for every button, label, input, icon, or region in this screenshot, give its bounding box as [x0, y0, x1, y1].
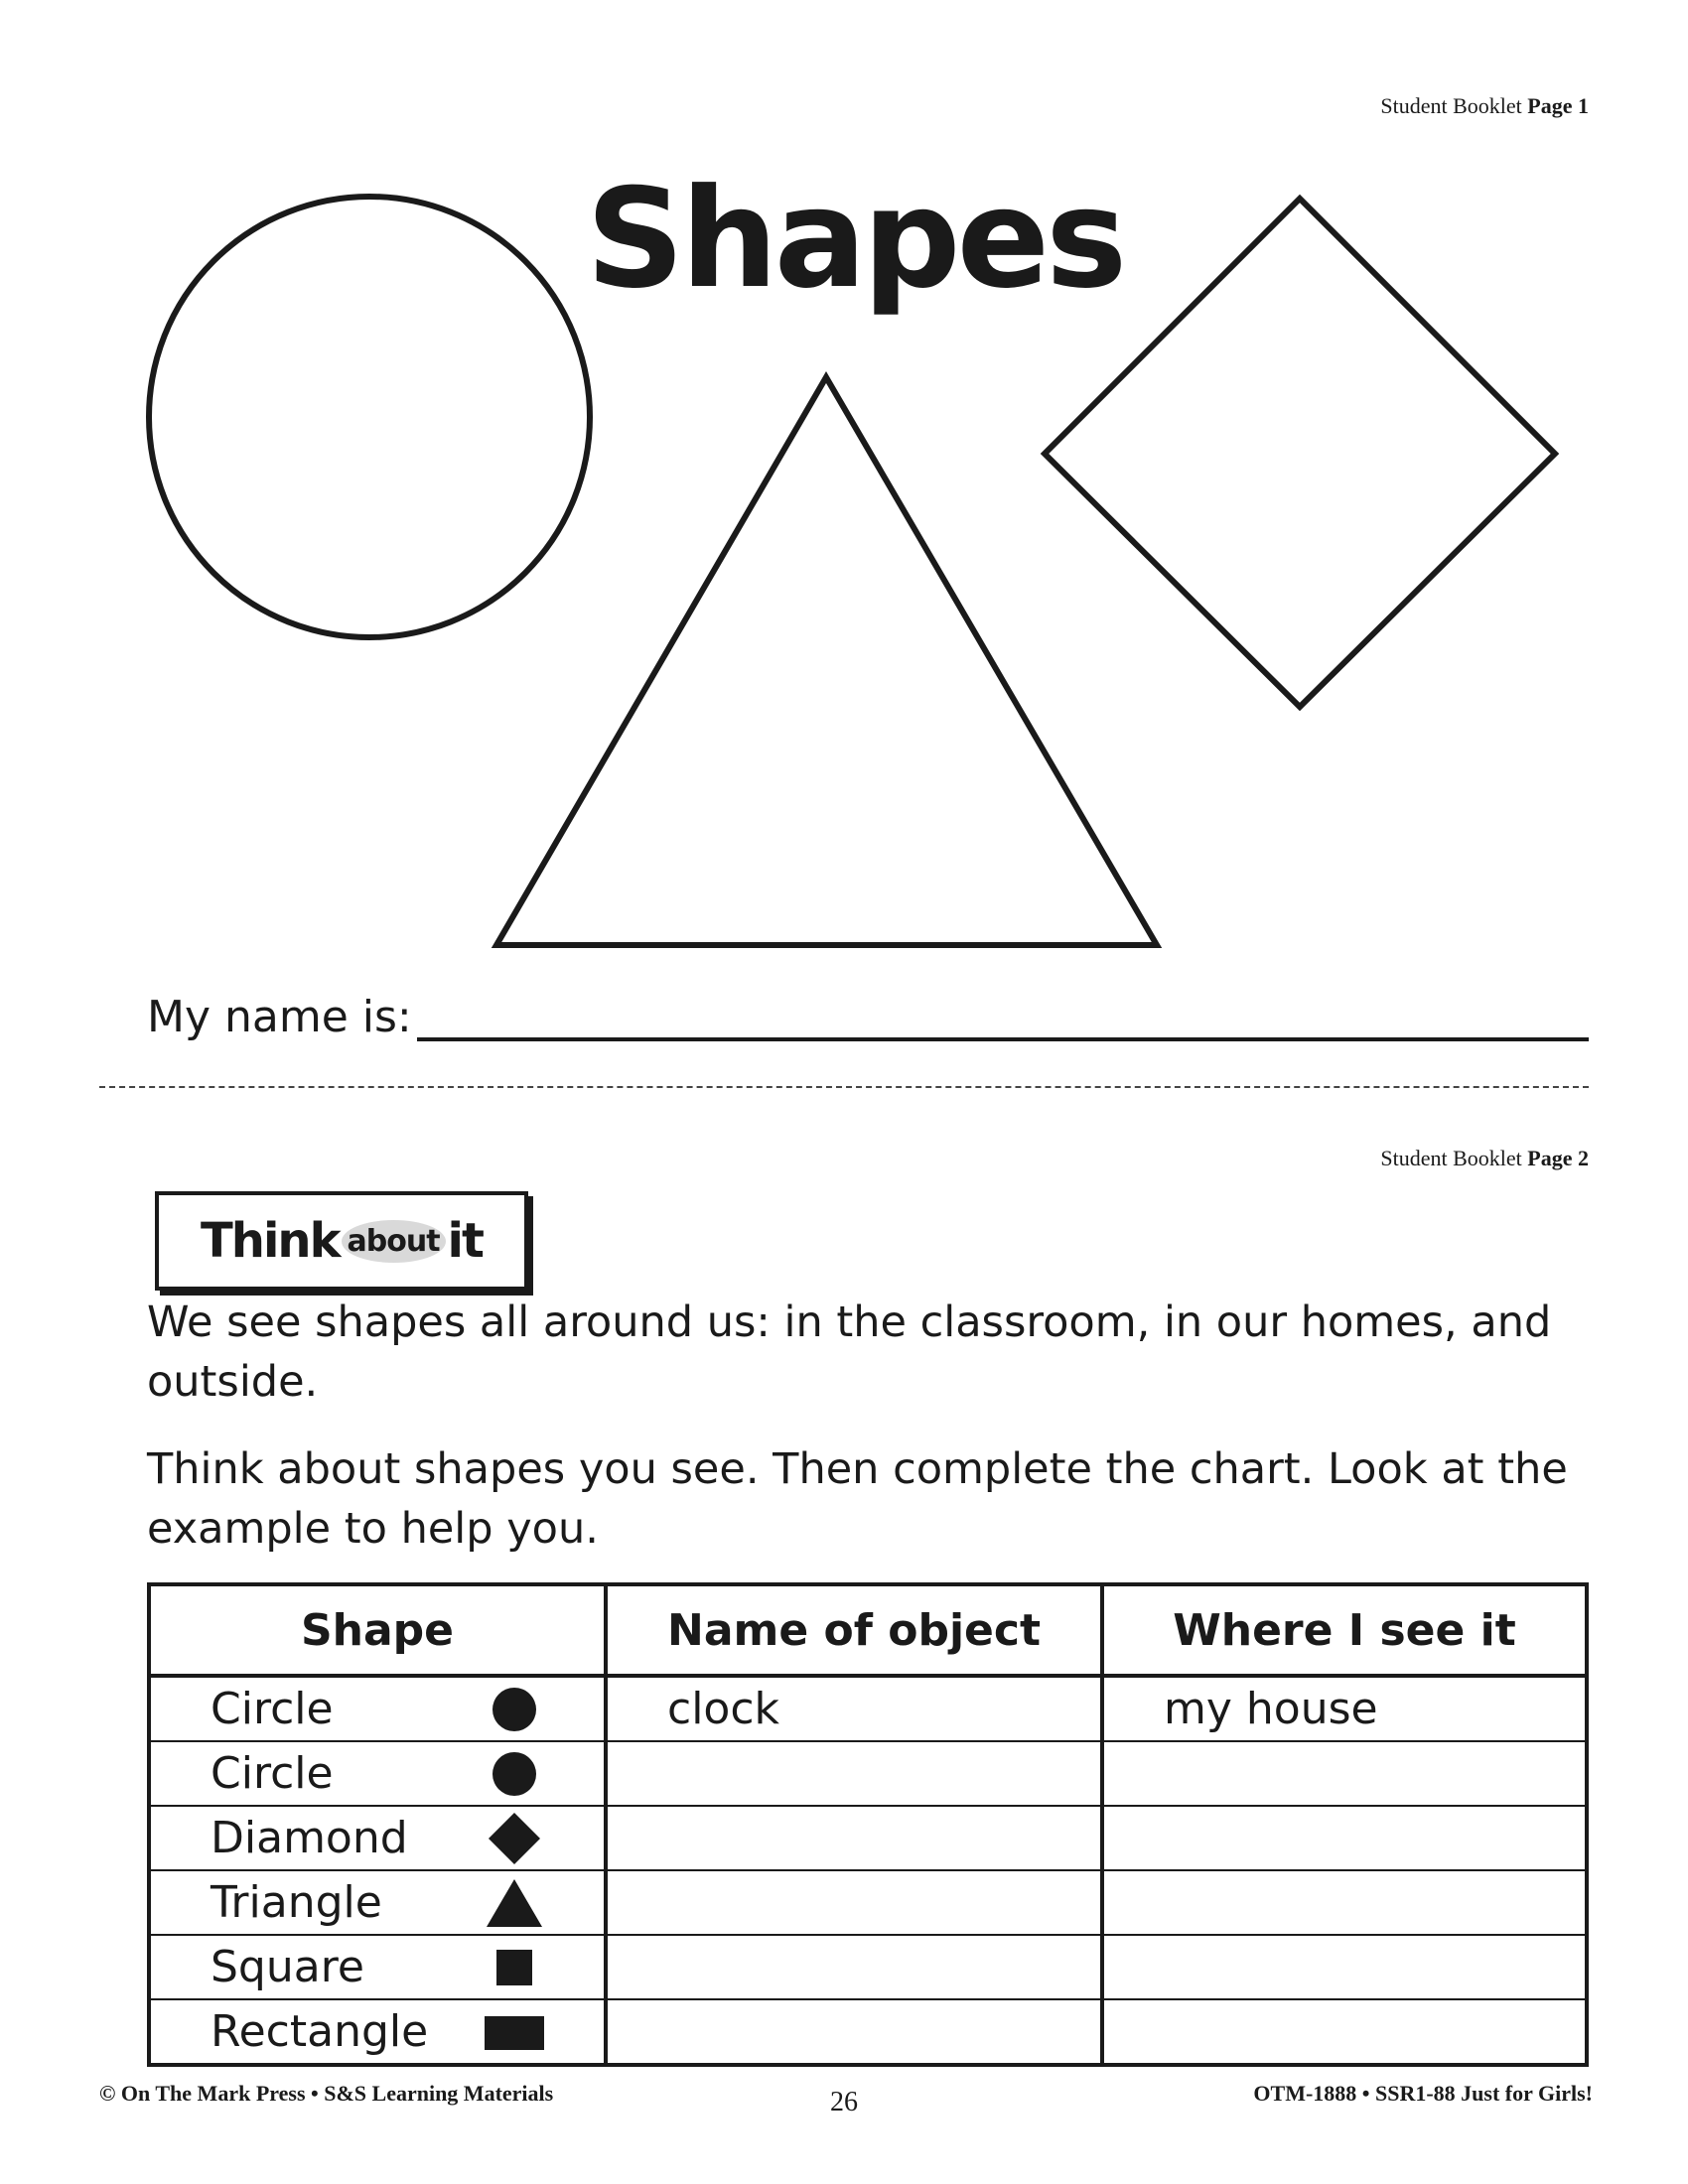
- header-where-i-see-it: Where I see it: [1102, 1584, 1587, 1676]
- diamond-icon: [485, 1811, 544, 1866]
- page-number-label: Page 2: [1527, 1146, 1589, 1170]
- badge-word-it: it: [447, 1213, 483, 1269]
- where-cell[interactable]: [1102, 1741, 1587, 1806]
- badge-word-think: Think: [201, 1213, 340, 1269]
- name-blank-line[interactable]: [417, 1037, 1589, 1041]
- shape-cell: [149, 1999, 606, 2065]
- header-name-of-object: Name of object: [606, 1584, 1102, 1676]
- intro-paragraph: We see shapes all around us: in the classroom, in our homes, and outside.: [147, 1297, 1552, 1407]
- where-cell[interactable]: my house: [1102, 1676, 1587, 1741]
- circle-icon: [485, 1746, 544, 1802]
- shape-name: Circle: [211, 1748, 334, 1799]
- object-cell[interactable]: [606, 1935, 1102, 1999]
- footer-copyright: © On The Mark Press • S&S Learning Materials: [99, 2081, 554, 2106]
- where-cell[interactable]: [1102, 1999, 1587, 2065]
- table-row: [149, 1999, 1587, 2065]
- cut-line-divider: [99, 1086, 1589, 1088]
- table-row: [149, 1676, 1587, 1741]
- shape-name: Triangle: [211, 1877, 382, 1928]
- shape-cell: [149, 1741, 606, 1806]
- table-row: [149, 1870, 1587, 1935]
- shapes-chart: [147, 1582, 1589, 2067]
- triangle-outline-icon: [496, 377, 1157, 945]
- rectangle-icon: [485, 2004, 544, 2060]
- badge-word-about: about: [342, 1220, 446, 1263]
- booklet-label: Student Booklet: [1380, 93, 1522, 118]
- circle-outline-icon: [149, 197, 590, 637]
- table-row: [149, 1806, 1587, 1870]
- shape-cell: [149, 1870, 606, 1935]
- header-shape: Shape: [149, 1584, 606, 1676]
- shape-name: Square: [211, 1942, 364, 1992]
- table-row: [149, 1741, 1587, 1806]
- name-label: My name is:: [147, 992, 412, 1042]
- object-cell[interactable]: [606, 1999, 1102, 2065]
- shape-name: Circle: [211, 1684, 334, 1734]
- page-title: Shapes: [586, 159, 1124, 319]
- shape-cell: [149, 1676, 606, 1741]
- shape-name: Rectangle: [211, 2006, 429, 2057]
- shapes-illustration: [0, 0, 1688, 993]
- object-cell[interactable]: clock: [606, 1676, 1102, 1741]
- triangle-icon: [485, 1875, 544, 1931]
- think-about-it-badge: [155, 1191, 528, 1291]
- object-cell[interactable]: [606, 1741, 1102, 1806]
- object-cell[interactable]: [606, 1870, 1102, 1935]
- shape-cell: [149, 1935, 606, 1999]
- shape-cell: [149, 1806, 606, 1870]
- object-cell[interactable]: [606, 1806, 1102, 1870]
- where-cell[interactable]: [1102, 1870, 1587, 1935]
- name-field[interactable]: [147, 988, 1589, 1047]
- shape-name: Diamond: [211, 1813, 408, 1863]
- page-number-label: Page 1: [1527, 93, 1589, 118]
- square-icon: [485, 1940, 544, 1995]
- table-row: [149, 1935, 1587, 1999]
- page-number: 26: [830, 2087, 858, 2117]
- booklet-label: Student Booklet: [1380, 1146, 1522, 1170]
- instruction-paragraph: Think about shapes you see. Then complete the chart. Look at the example to help you.: [147, 1444, 1568, 1554]
- chart-header-row: [149, 1584, 1587, 1676]
- where-cell[interactable]: [1102, 1935, 1587, 1999]
- page-2-label: [1380, 1146, 1589, 1171]
- circle-icon: [485, 1682, 544, 1737]
- where-cell[interactable]: [1102, 1806, 1587, 1870]
- footer-product-code: OTM-1888 • SSR1-88 Just for Girls!: [1253, 2081, 1593, 2106]
